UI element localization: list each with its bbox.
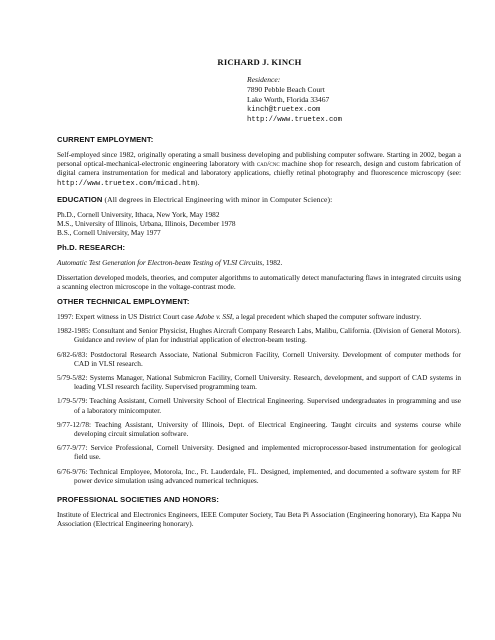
resume-name: RICHARD J. KINCH [217, 57, 302, 67]
cad-cnc-term: cad/cnc [256, 159, 280, 169]
degree-ms: M.S., University of Illinois, Urbana, Illinois, December 1978 [57, 219, 236, 229]
residence-city: Lake Worth, Florida 33467 [247, 95, 330, 104]
education-note: (All degrees in Electrical Engineering with minor in Computer Science): [102, 194, 333, 204]
item1-text-b: , a legal precedent which shaped the computer software industry. [232, 312, 422, 322]
research-heading: Ph.D. RESEARCH: [57, 243, 126, 253]
residence-url[interactable]: http://www.truetex.com [247, 116, 342, 124]
employment-item: 6/82-6/83: Postdoctoral Research Associate, National Submicron Facility, Cornell University. Development of computer methods for CAD in VLSI research. [57, 349, 461, 368]
employment-item: 9/77-12/78: Teaching Assistant, University of Illinois, Dept. of Electrical Engineering. Taught circuits and systems course while developing circuit simulation software. [57, 419, 461, 439]
micad-link[interactable]: http://www.truetex.com/micad.htm [57, 179, 196, 188]
education-heading-label: EDUCATION [57, 194, 103, 204]
research-description: Dissertation developed models, theories, and computer algorithms to automatically detect manufacturing flaws in integrated circuits using a scanning electron microscope in the voltage-contrast mode. [57, 272, 461, 291]
employment-item: 1982-1985: Consultant and Senior Physicist, Hughes Aircraft Company Research Labs, Malibu, California. (Division of General Motors). Guidance and review of plan for industrial application of electron-beam testing. [57, 326, 461, 345]
research-title-line [57, 258, 461, 267]
education-heading [57, 195, 461, 205]
research-title: Automatic Test Generation for Electron-beam Testing of VLSI Circuits [57, 258, 263, 268]
residence-street: 7890 Pebble Beach Court [247, 85, 325, 94]
societies-text: Institute of Electrical and Electronics Engineers, IEEE Computer Society, Tau Beta Pi Association (Engineering honorary), Eta Kappa Nu Association (Electrical Engineering honorary). [57, 510, 461, 529]
employment-item: 1/79-5/79: Teaching Assistant, Cornell University School of Electrical Engineering. Supervised undergraduates in programming and use of a laboratory minicomputer. [57, 396, 461, 415]
residence-email[interactable]: kinch@truetex.com [247, 106, 321, 114]
resume-body [57, 135, 461, 528]
employment-item: 5/79-5/82: Systems Manager, National Submicron Facility, Cornell University. Research, development, and support of CAD systems in leading VLSI research facility. Supervised programming team. [57, 373, 461, 392]
item1-text-a: 1997: Expert witness in US District Court case [57, 312, 196, 322]
employment-item: 6/76-9/76: Technical Employee, Motorola, Inc., Ft. Lauderdale, FL. Designed, implemented, and documented a software system for RF power device simulation using advanced numerical techniques. [57, 466, 461, 485]
current-text-2: machine shop for research, design and custom fabrication of digital camera instrumentation for medical and laboratory applications, chiefly retinal photography and fluorescence microscopy (see: [57, 159, 461, 178]
degree-bs: B.S., Cornell University, May 1977 [57, 228, 161, 238]
current-text-3: ). [195, 177, 200, 187]
research-year: , 1982. [262, 258, 283, 268]
case-name: Adobe v. SSI [195, 312, 233, 322]
employment-item [57, 312, 461, 321]
degree-phd: Ph.D., Cornell University, Ithaca, New York, May 1982 [57, 209, 220, 219]
current-employment-text [57, 150, 461, 189]
current-text-1: Self-employed since 1982, originally operating a small business developing and publishing computer software. Starting in 2002, began a personal optical-mechanical-electronic engineering laboratory with [57, 150, 461, 169]
current-employment-heading: CURRENT EMPLOYMENT: [57, 135, 154, 144]
employment-item: 6/77-9/77: Service Professional, Cornell University. Designed and implemented microprocessor-based instrumentation for geological field use. [57, 443, 461, 462]
societies-heading: PROFESSIONAL SOCIETIES AND HONORS: [57, 495, 220, 505]
residence-block [247, 75, 342, 125]
other-employment-heading: OTHER TECHNICAL EMPLOYMENT: [57, 297, 190, 307]
residence-label: Residence: [247, 75, 281, 84]
